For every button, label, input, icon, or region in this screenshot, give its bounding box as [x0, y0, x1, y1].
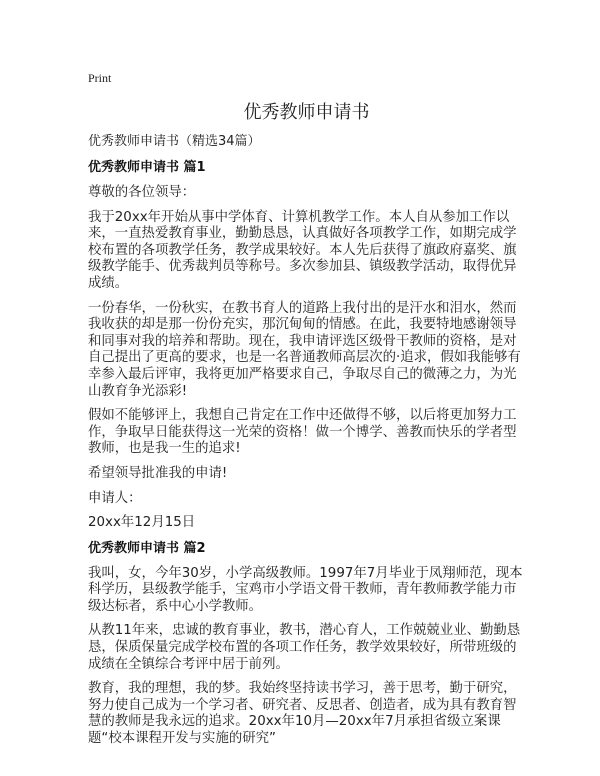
paragraph: 一份春华，一份秋实，在教书育人的道路上我付出的是汗水和泪水，然而我收获的却是那一份份充实，那沉甸甸的情感。在此，我要特地感谢领导和同事对我的培养和帮助。现在，我申请评选区级骨干教师的资格，是对自己提出了更高的要求，也是一名普通教师高层次的·追求，假如我能够有幸参入最后评审，我将更加严格要求自己，争取尽自己的微薄之力，为光山教育争光添彩!: [88, 300, 521, 399]
date: 20xx年12月15日: [88, 515, 196, 531]
print-link[interactable]: Print: [88, 71, 112, 85]
paragraph: 我于20xx年开始从事中学体育、计算机教学工作。本人自从参加工作以来，一直热爱教育事业，勤勤恳恳，认真做好各项教学工作，如期完成学校布置的各项教学任务，教学成果较好。本人先后获得了旗政府嘉奖、旗级教学能手、优秀裁判员等称号。多次参加县、镇级教学活动，取得优异成绩。: [88, 209, 517, 291]
section-1: [88, 159, 525, 532]
document-subtitle: 优秀教师申请书（精选34篇）: [88, 134, 261, 149]
section-heading: 优秀教师申请书 篇1: [88, 160, 206, 175]
document: [88, 70, 525, 756]
paragraph: 从教11年来，忠诚的教育事业，教书，潜心育人，工作兢兢业业、勤勤恳恳，保质保量完成学校布置的各项工作任务，教学效果较好，所带班级的成绩在全镇综合考评中居于前列。: [88, 623, 521, 672]
paragraph: 教育，我的理想，我的梦。我始终坚持读书学习，善于思考，勤于研究，努力使自己成为一个学习者、研究者、反思者、创造者，成为具有教育智慧的教师是我永远的追求。20xx年10月—20xx年7月承担省级立案课题“校本课程开发与实施的研究”: [88, 681, 517, 747]
page-title: 优秀教师申请书: [243, 102, 370, 123]
salutation: 尊敬的各位领导：: [88, 185, 196, 200]
section-2: [88, 540, 525, 748]
section-heading: 优秀教师申请书 篇2: [88, 540, 206, 556]
paragraph: 我叫，女，今年30岁，小学高级教师。1997年7月毕业于凤翔师范，现本科学历，县级教学能手，宝鸡市小学语文骨干教师，青年教师教学能力市级达标者，系中心小学教师。: [88, 565, 523, 614]
paragraph: 希望领导批准我的申请!: [88, 465, 228, 481]
applicant-label: 申请人：: [88, 490, 142, 506]
paragraph: 假如不能够评上，我想自己肯定在工作中还做得不够，以后将更加努力工作，争取早日能获得这一光荣的资格！做一个博学、善教而快乐的学者型教师，也是我一生的追求!: [88, 408, 517, 457]
